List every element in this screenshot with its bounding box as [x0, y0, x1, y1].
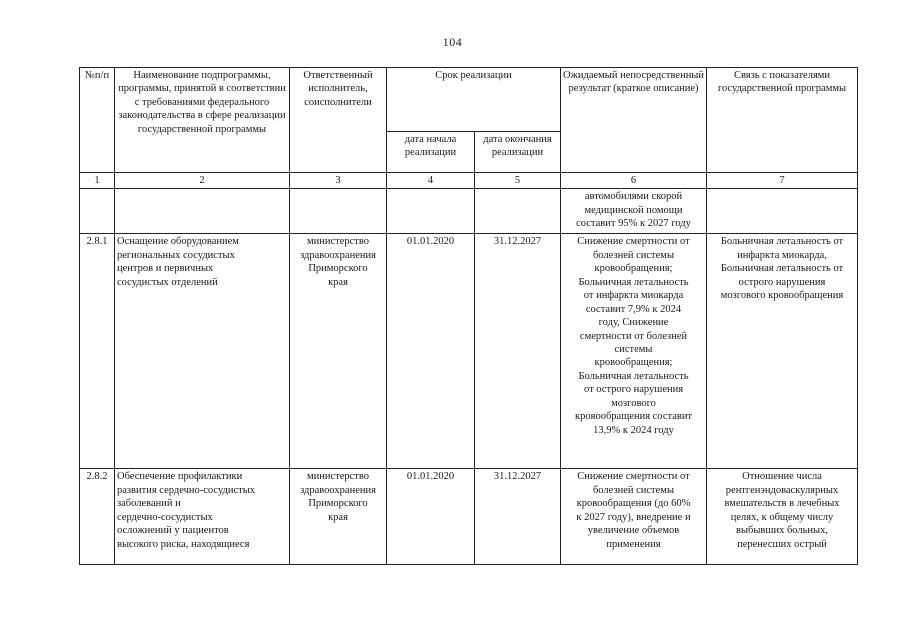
header-row-1: [80, 68, 858, 132]
header-executor: Ответственный исполнитель, соисполнители: [290, 68, 387, 173]
row-expected-result: Снижение смертности от болезней системы кровообращения; Больничная летальность от инфаркта миокарда составит 7,9% к 2024 году, Снижение смертности от болезней системы кровообращения; Больничная летальность от острого нарушения мозгового кровообращения составит 13,9% к 2024 году: [561, 234, 707, 469]
header-start-date: дата начала реализации: [387, 132, 475, 173]
program-table: [79, 67, 858, 565]
row-program-name: Обеспечение профилактики развития сердечно-сосудистых заболеваний и сердечно-сосудистых осложнений у пациентов высокого риска, находящиеся: [115, 469, 290, 565]
row-end-date: [475, 189, 561, 234]
row-end-date: 31.12.2027: [475, 469, 561, 565]
header-period-group: Срок реализации: [387, 68, 561, 132]
row-executor: министерство здравоохранения Приморского края: [290, 234, 387, 469]
column-number-row: [80, 173, 858, 189]
table-row: [80, 469, 858, 565]
row-indicators: Больничная летальность от инфаркта миокарда, Больничная летальность от острого нарушения мозгового кровообращения: [707, 234, 858, 469]
table-row: [80, 234, 858, 469]
header-program-name: Наименование подпрограммы, программы, принятой в соответствии с требованиями федерального законодательства в сфере реализации государственной программы: [115, 68, 290, 173]
row-indicators: [707, 189, 858, 234]
row-executor: [290, 189, 387, 234]
column-number: 3: [290, 173, 387, 189]
column-number: 6: [561, 173, 707, 189]
row-start-date: 01.01.2020: [387, 469, 475, 565]
header-num: №п/п: [80, 68, 115, 173]
column-number: 1: [80, 173, 115, 189]
header-expected-result: Ожидаемый непосредственный результат (краткое описание): [561, 68, 707, 173]
header-end-date: дата окончания реализации: [475, 132, 561, 173]
row-indicators: Отношение числа рентгенэндоваскулярных вмешательств в лечебных целях, к общему числу выбывших больных, перенесших острый: [707, 469, 858, 565]
row-start-date: [387, 189, 475, 234]
row-num: [80, 189, 115, 234]
row-start-date: 01.01.2020: [387, 234, 475, 469]
row-expected-result: автомобилями скорой медицинской помощи составит 95% к 2027 году: [561, 189, 707, 234]
row-num: 2.8.2: [80, 469, 115, 565]
row-program-name: [115, 189, 290, 234]
row-expected-result: Снижение смертности от болезней системы кровообращения (до 60% к 2027 году), внедрение и увеличение объемов применения: [561, 469, 707, 565]
column-number: 7: [707, 173, 858, 189]
row-executor: министерство здравоохранения Приморского края: [290, 469, 387, 565]
page-number: 104: [442, 35, 463, 49]
table-row: [80, 189, 858, 234]
header-indicators: Связь с показателями государственной программы: [707, 68, 858, 173]
row-end-date: 31.12.2027: [475, 234, 561, 469]
column-number: 5: [475, 173, 561, 189]
row-num: 2.8.1: [80, 234, 115, 469]
column-number: 2: [115, 173, 290, 189]
row-program-name: Оснащение оборудованием региональных сосудистых центров и первичных сосудистых отделений: [115, 234, 290, 469]
column-number: 4: [387, 173, 475, 189]
